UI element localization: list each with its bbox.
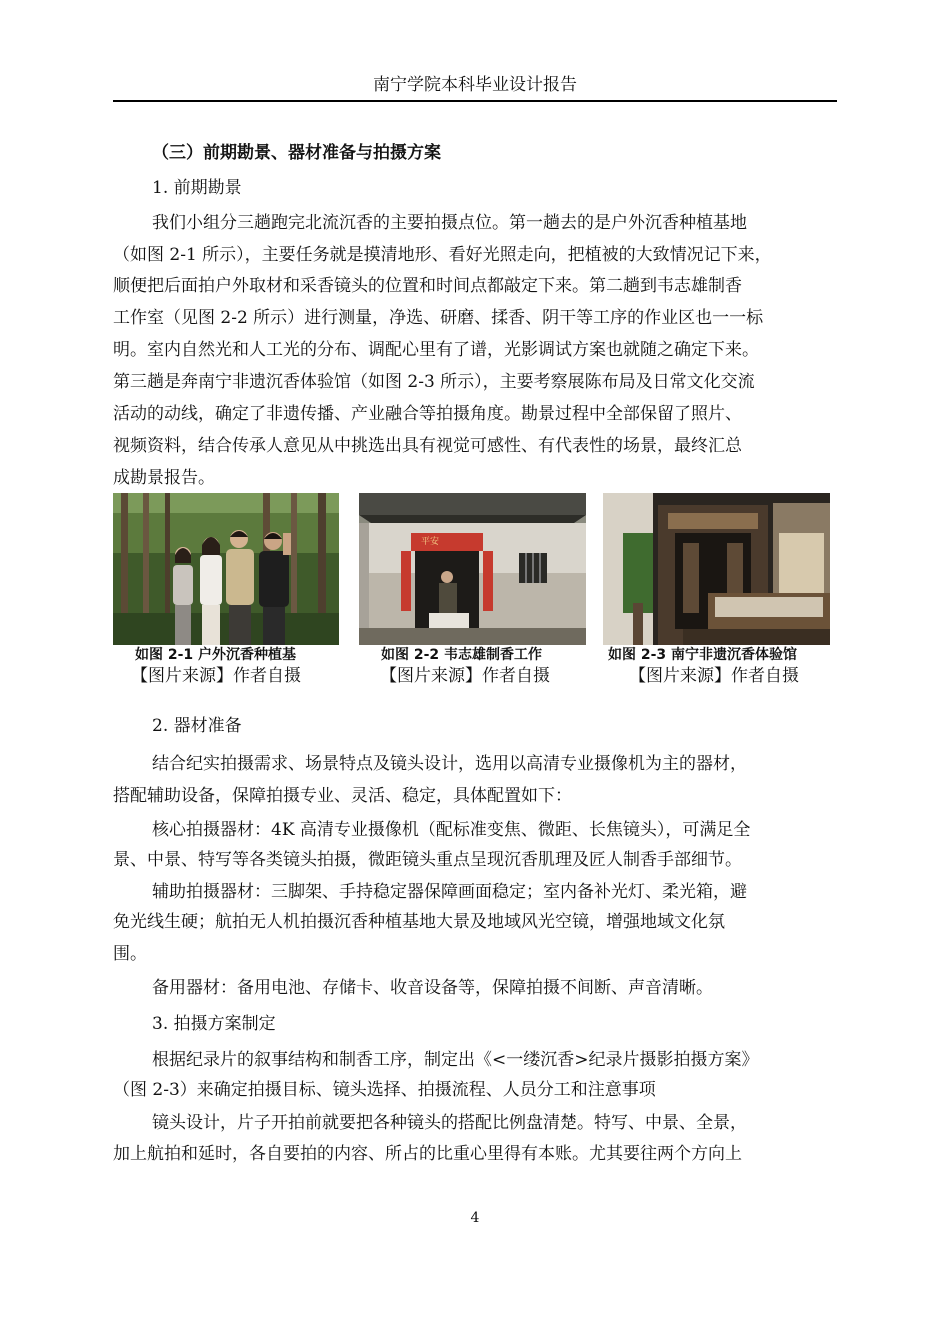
- subheading-survey: 1. 前期勘景: [152, 178, 242, 198]
- paragraph-line: 第三趟是奔南宁非遗沉香体验馆（如图 2-3 所示），主要考察展陈布局及日常文化交流: [113, 372, 755, 392]
- paragraph-line: 结合纪实拍摄需求、场景特点及镜头设计，选用以高清专业摄像机为主的器材，: [152, 754, 747, 774]
- figure-source: 【图片来源】作者自摄: [380, 666, 550, 686]
- paragraph-line: （图 2-3）来确定拍摄目标、镜头选择、拍摄流程、人员分工和注意事项: [113, 1080, 656, 1100]
- figure-source: 【图片来源】作者自摄: [629, 666, 799, 686]
- paragraph-line: 成勘景报告。: [113, 468, 215, 488]
- paragraph-line: 辅助拍摄器材：三脚架、手持稳定器保障画面稳定；室内备补光灯、柔光箱，避: [152, 882, 747, 902]
- fig2-couplet-label: 平安: [421, 537, 440, 547]
- subheading-plan: 3. 拍摄方案制定: [152, 1014, 276, 1034]
- paragraph-line: 根据纪录片的叙事结构和制香工序，制定出《<一缕沉香>纪录片摄影拍摄方案》: [152, 1050, 759, 1070]
- paragraph-line: 顺便把后面拍户外取材和采香镜头的位置和时间点都敲定下来。第二趟到韦志雄制香: [113, 276, 742, 296]
- figure-caption: 如图 2-2 韦志雄制香工作: [381, 647, 543, 663]
- figure-caption: 如图 2-3 南宁非遗沉香体验馆: [608, 647, 798, 663]
- paragraph-line: 围。: [113, 944, 147, 964]
- photo-experience-hall: [603, 493, 830, 645]
- paragraph-line: （如图 2-1 所示），主要任务就是摸清地形、看好光照走向，把植被的大致情况记下来，: [113, 245, 772, 265]
- paragraph-line: 备用器材：备用电池、存储卡、收音设备等，保障拍摄不间断、声音清晰。: [152, 978, 713, 998]
- figure-source: 【图片来源】作者自摄: [131, 666, 301, 686]
- section-heading: （三）前期勘景、器材准备与拍摄方案: [152, 143, 441, 163]
- figure-caption: 如图 2-1 户外沉香种植基: [135, 647, 297, 663]
- photo-workshop: [359, 493, 586, 645]
- paragraph-line: 免光线生硬；航拍无人机拍摄沉香种植基地大景及地域风光空镜，增强地域文化氛: [113, 912, 725, 932]
- paragraph-line: 景、中景、特写等各类镜头拍摄，微距镜头重点呈现沉香肌理及匠人制香手部细节。: [113, 850, 742, 870]
- header-rule: [113, 100, 837, 102]
- paragraph-line: 视频资料，结合传承人意见从中挑选出具有视觉可感性、有代表性的场景，最终汇总: [113, 436, 742, 456]
- paragraph-line: 镜头设计，片子开拍前就要把各种镜头的搭配比例盘清楚。特写、中景、全景，: [152, 1113, 747, 1133]
- paragraph-line: 加上航拍和延时，各自要拍的内容、所占的比重心里得有本账。尤其要往两个方向上: [113, 1144, 742, 1164]
- subheading-equipment: 2. 器材准备: [152, 716, 242, 736]
- running-header: 南宁学院本科毕业设计报告: [373, 75, 577, 95]
- paragraph-line: 工作室（见图 2-2 所示）进行测量，净选、研磨、揉香、阴干等工序的作业区也一一标: [113, 308, 764, 328]
- paragraph-line: 核心拍摄器材：4K 高清专业摄像机（配标准变焦、微距、长焦镜头），可满足全: [152, 820, 751, 840]
- page-number: 4: [470, 1210, 480, 1226]
- paragraph-line: 明。室内自然光和人工光的分布、调配心里有了谱，光影调试方案也就随之确定下来。: [113, 340, 759, 360]
- paragraph-line: 活动的动线，确定了非遗传播、产业融合等拍摄角度。勘景过程中全部保留了照片、: [113, 404, 742, 424]
- paragraph-line: 搭配辅助设备，保障拍摄专业、灵活、稳定，具体配置如下：: [113, 786, 572, 806]
- paragraph-line: 我们小组分三趟跑完北流沉香的主要拍摄点位。第一趟去的是户外沉香种植基地: [152, 213, 747, 233]
- photo-plantation: [113, 493, 339, 645]
